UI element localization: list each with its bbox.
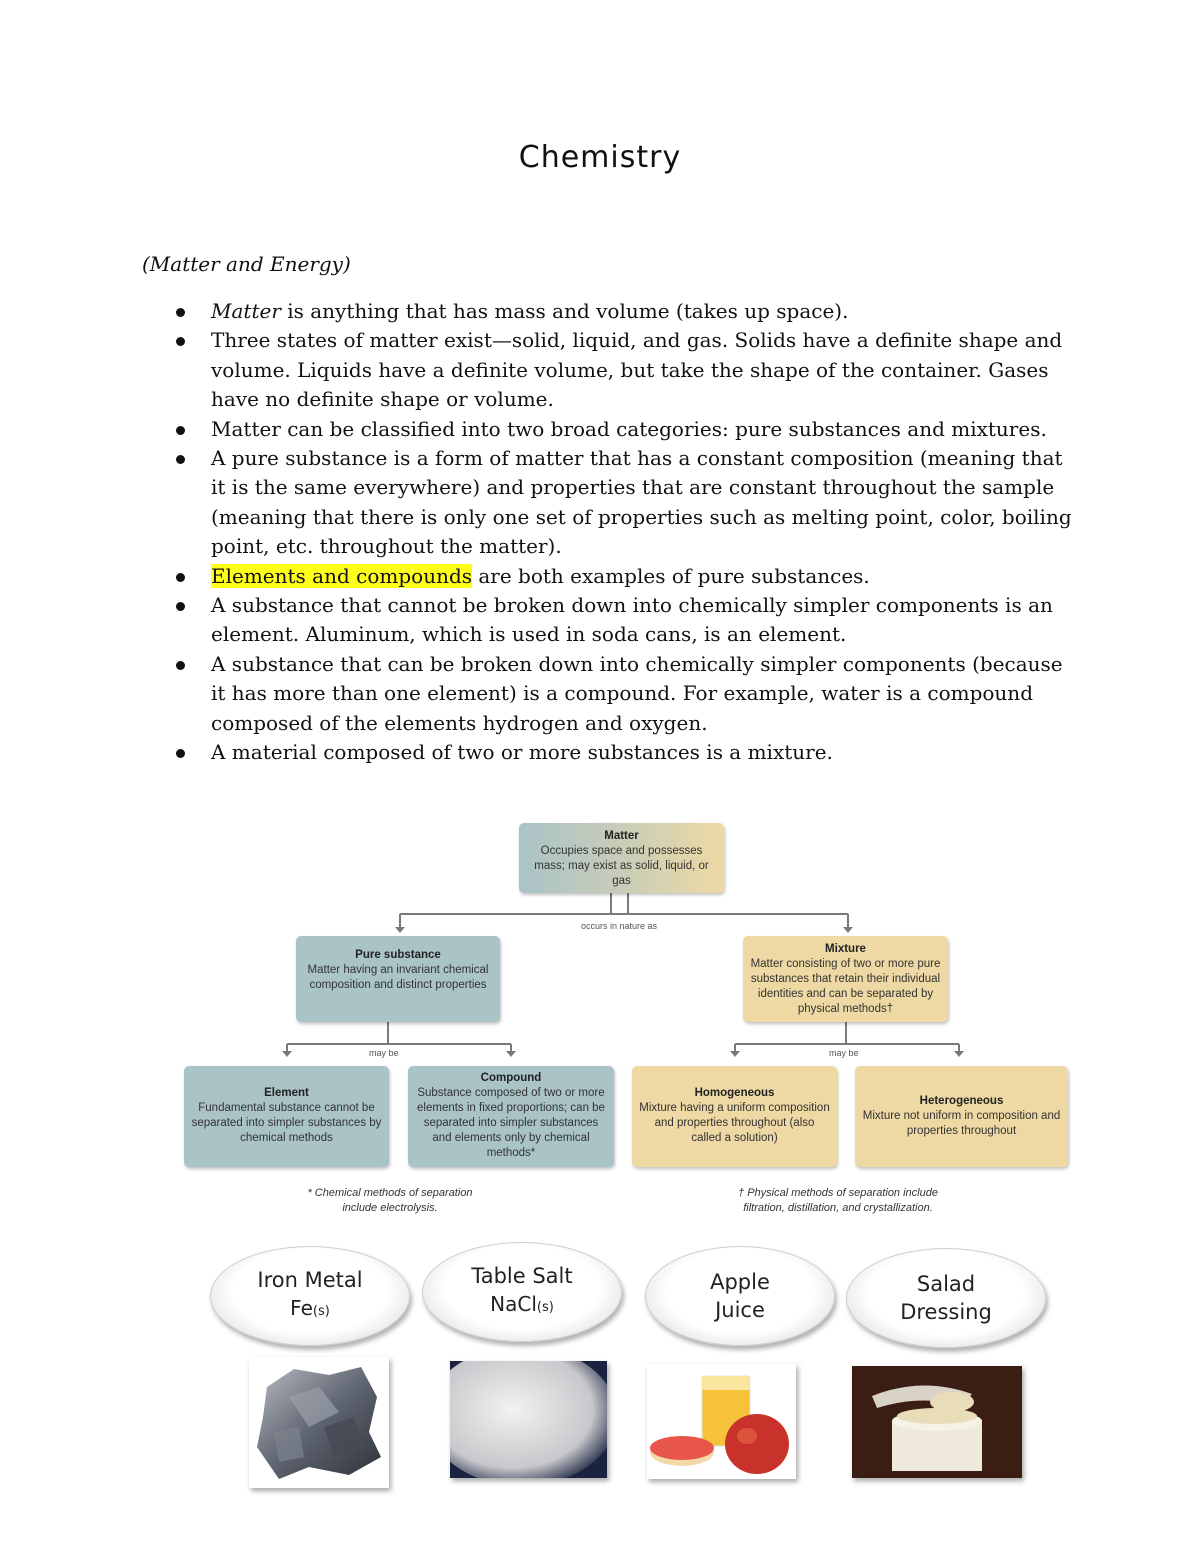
salad-dressing-image — [852, 1366, 1022, 1478]
mixture-box — [743, 936, 948, 1022]
example-formula: NaCl — [490, 1292, 537, 1316]
homogeneous-box — [632, 1066, 837, 1167]
footnote-chemical: * Chemical methods of separation include electrolysis. — [307, 1187, 473, 1214]
element-text: Fundamental substance cannot be separated into simpler substances by chemical methods — [191, 1102, 382, 1144]
table-salt-image — [450, 1361, 607, 1478]
example-formula: Fe — [290, 1296, 313, 1320]
matter-box — [519, 823, 724, 893]
highlighted-text: Elements and compounds — [211, 563, 473, 588]
compound-box — [408, 1066, 614, 1167]
mixture-text: Matter consisting of two or more pure substances that retain their individual identities and can be separated by physical methods† — [750, 958, 941, 1015]
list-item-text: are both examples of pure substances. — [472, 563, 870, 588]
compound-text: Substance composed of two or more elements in fixed proportions; can be separated into simpler substances and elements only by chemical methods* — [417, 1087, 605, 1159]
pure-substance-box — [296, 936, 500, 1022]
example-name: Table Salt — [471, 1264, 573, 1288]
element-box — [184, 1066, 389, 1167]
page-title: Chemistry — [518, 140, 682, 175]
example-name: Apple — [710, 1270, 770, 1294]
pure-substance-text: Matter having an invariant chemical composition and distinct properties — [307, 964, 489, 991]
example-oval-iron — [210, 1246, 410, 1346]
example-state: (s) — [312, 1304, 330, 1319]
heterogeneous-box — [855, 1066, 1068, 1167]
example-name: Iron Metal — [257, 1268, 363, 1292]
example-name-line2: Dressing — [900, 1300, 992, 1324]
list-item-text: Matter can be classified into two broad categories: pure substances and mixtures. — [211, 416, 1047, 441]
homogeneous-title: Homogeneous — [694, 1087, 775, 1099]
heterogeneous-title: Heterogeneous — [919, 1095, 1004, 1107]
heterogeneous-text: Mixture not uniform in composition and properties throughout — [862, 1110, 1061, 1137]
example-oval-salt — [422, 1242, 622, 1342]
mixture-title: Mixture — [825, 943, 866, 955]
list-item-text: A substance that cannot be broken down into chemically simpler components is an element. Aluminum, which is used in soda cans, is an element. — [211, 593, 1053, 647]
term-matter: Matter — [211, 299, 281, 323]
example-state: (s) — [536, 1300, 554, 1315]
example-name-line2: Juice — [715, 1298, 765, 1322]
iron-metal-image — [249, 1357, 389, 1488]
section-subtitle: (Matter and Energy) — [142, 252, 351, 276]
example-oval-dressing — [846, 1248, 1046, 1348]
example-name: Salad — [916, 1272, 976, 1296]
list-item-text: A pure substance is a form of matter that has a constant composition (meaning that it is the same everywhere) and properties that are constant throughout the sample (meaning that there is only one set of properties such as melting point, color, boiling point, etc. throughout the matter). — [211, 446, 1072, 559]
apple-juice-image — [647, 1364, 796, 1479]
may-be-label-right: may be — [829, 1048, 859, 1058]
matter-text: Occupies space and possesses mass; may exist as solid, liquid, or gas — [534, 845, 709, 887]
homogeneous-text: Mixture having a uniform composition and properties throughout (also called a solution) — [639, 1102, 830, 1144]
list-item-text: Three states of matter exist—solid, liquid, and gas. Solids have a definite shape and volume. Liquids have a definite volume, but take the shape of the container. Gases have no definite shape or volume. — [211, 328, 1063, 412]
list-item-text: A material composed of two or more substances is a mixture. — [211, 740, 833, 765]
example-oval-juice — [645, 1246, 835, 1346]
compound-title: Compound — [480, 1072, 542, 1084]
pure-substance-title: Pure substance — [355, 949, 441, 961]
footnote-physical: † Physical methods of separation include filtration, distillation, and crystallization. — [738, 1187, 938, 1214]
occurs-label: occurs in nature as — [581, 921, 658, 931]
list-item-text: A substance that can be broken down into chemically simpler components (because it has more than one element) is a compound. For example, water is a compound composed of the elements hydrogen and oxygen. — [211, 651, 1063, 735]
matter-title: Matter — [604, 830, 639, 842]
may-be-label-left: may be — [369, 1048, 399, 1058]
list-item-text: is anything that has mass and volume (takes up space). — [280, 299, 849, 323]
element-title: Element — [264, 1087, 309, 1099]
